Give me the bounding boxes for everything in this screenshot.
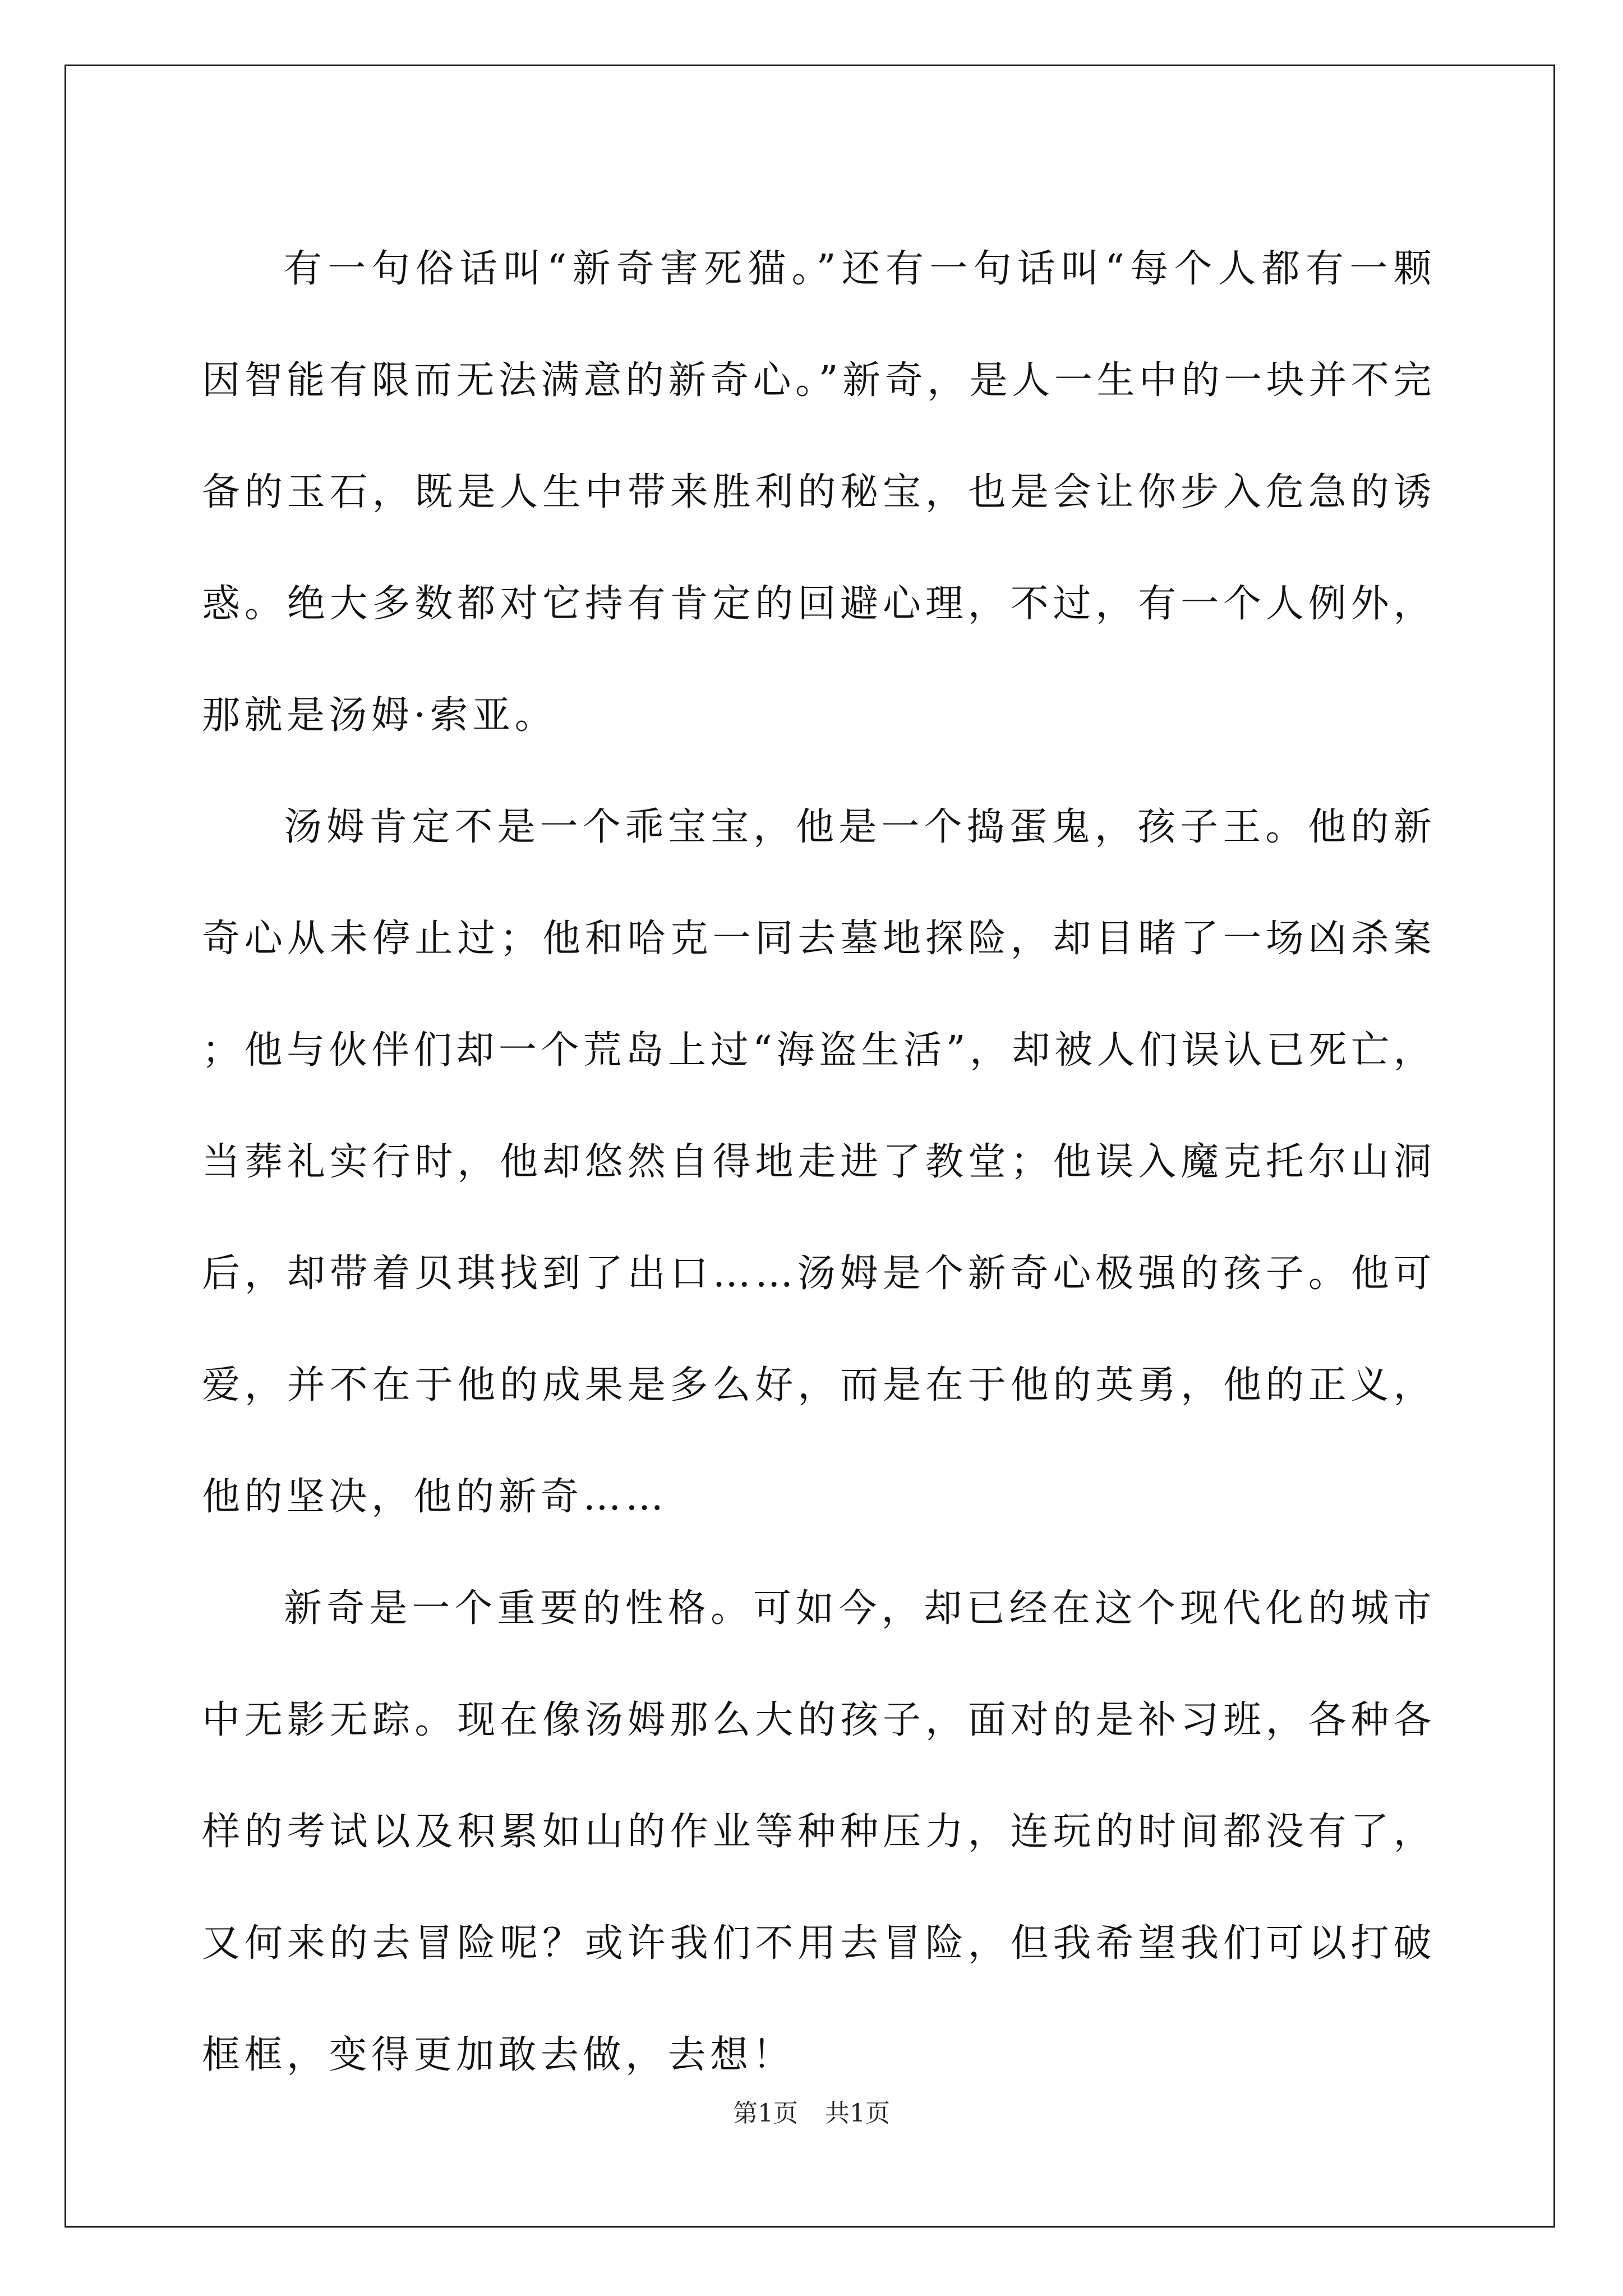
paragraph: 有一句俗话叫“新奇害死猫。”还有一句话叫“每个人都有一颗因智能有限而无法满意的新奇心。”新奇，是人一生中的一块并不完备的玉石，既是人生中带来胜利的秘宝，也是会让你步入危急的诱惑。绝大多数都对它持有肯定的回避心理，不过，有一个人例外，那就是汤姆·索亚。 bbox=[202, 247, 1436, 738]
page-footer bbox=[0, 2097, 1623, 2131]
paragraph: 新奇是一个重要的性格。可如今，却已经在这个现代化的城市中无影无踪。现在像汤姆那么大的孩子，面对的是补习班，各种各样的考试以及积累如山的作业等种种压力，连玩的时间都没有了，又何来的去冒险呢？或许我们不用去冒险，但我希望我们可以打破框框，变得更加敢去做，去想！ bbox=[202, 1586, 1436, 2077]
page-total: 共1页 bbox=[825, 2099, 890, 2128]
page-number: 第1页 bbox=[733, 2099, 798, 2128]
paragraph: 汤姆肯定不是一个乖宝宝，他是一个捣蛋鬼，孩子王。他的新奇心从未停止过；他和哈克一同去墓地探险，却目睹了一场凶杀案；他与伙伴们却一个荒岛上过“海盗生活”，却被人们误认已死亡，当葬礼实行时，他却悠然自得地走进了教堂；他误入魔克托尔山洞后，却带着贝琪找到了出口……汤姆是个新奇心极强的孩子。他可爱，并不在于他的成果是多么好，而是在于他的英勇，他的正义，他的坚决，他的新奇…… bbox=[202, 805, 1436, 1519]
document-body bbox=[202, 213, 1436, 2111]
